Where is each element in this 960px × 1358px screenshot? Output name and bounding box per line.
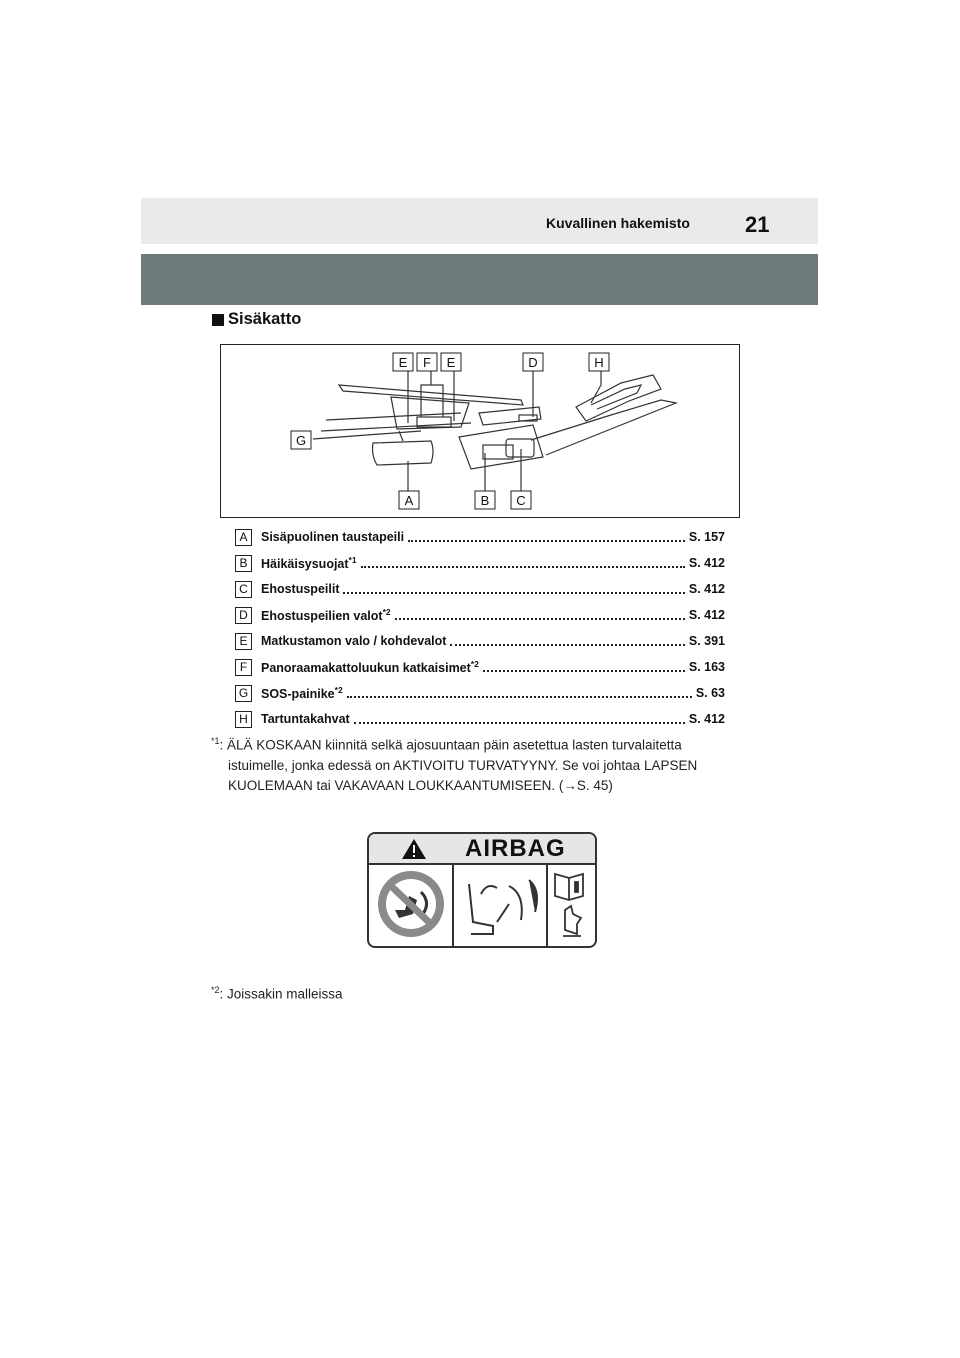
dot-leader bbox=[408, 540, 685, 542]
square-bullet-icon bbox=[212, 314, 224, 326]
index-row-e bbox=[235, 628, 725, 654]
item-page-ref[interactable]: S. 412 bbox=[688, 556, 725, 570]
item-label: Ehostuspeilit bbox=[261, 582, 340, 596]
item-label: Häikäisysuojat$^{*1}$ bbox=[261, 554, 357, 572]
index-row-b bbox=[235, 550, 725, 576]
visor-top bbox=[479, 407, 541, 425]
callout-d: D bbox=[528, 355, 538, 370]
item-page-ref[interactable]: S. 63 bbox=[695, 686, 725, 700]
index-row-h bbox=[235, 706, 725, 732]
letter-box: H bbox=[235, 711, 252, 728]
callout-b: B bbox=[480, 493, 490, 508]
dot-leader bbox=[343, 592, 684, 594]
no-child-seat-icon bbox=[378, 871, 444, 937]
index-row-f bbox=[235, 654, 725, 680]
section-heading bbox=[212, 310, 301, 329]
callout-f: F bbox=[423, 355, 431, 370]
roof-interior-illustration bbox=[221, 345, 739, 517]
footnote-marker: *2 bbox=[382, 606, 391, 617]
footnote-1 bbox=[211, 731, 741, 796]
item-label: Sisäpuolinen taustapeili bbox=[261, 530, 405, 544]
letter-box: G bbox=[235, 685, 252, 702]
footnote-1-line3: KUOLEMAAN tai VAKAVAAN LOUKKAANTUMISEEN. (→S. 45) bbox=[228, 777, 613, 793]
item-page-ref[interactable]: S. 412 bbox=[688, 582, 725, 596]
index-row-d bbox=[235, 602, 725, 628]
dot-leader bbox=[450, 644, 684, 646]
a-pillar bbox=[531, 400, 676, 455]
callout-e-left: E bbox=[398, 355, 408, 370]
index-row-a bbox=[235, 524, 725, 550]
letter-box: B bbox=[235, 555, 252, 572]
item-page-ref[interactable]: S. 157 bbox=[688, 530, 725, 544]
section-heading-text: Sisäkatto bbox=[228, 310, 302, 328]
letter-box: F bbox=[235, 659, 252, 676]
footnote-marker: *1 bbox=[348, 554, 357, 565]
footnote-1-line1: : ÄLÄ KOSKAAN kiinnitä selkä ajosuuntaan päin asetettua lasten turvalaitetta bbox=[219, 737, 682, 753]
callout-h: H bbox=[594, 355, 604, 370]
dot-leader bbox=[483, 670, 685, 672]
leader-f bbox=[421, 371, 443, 417]
index-list bbox=[235, 524, 725, 732]
leader-g bbox=[313, 431, 421, 439]
footnote-1-line2: istuimelle, jonka edessä on AKTIVOITU TURVATYYNY. Se voi johtaa LAPSEN bbox=[228, 757, 698, 773]
item-label: Tartuntakahvat bbox=[261, 712, 350, 726]
roof-edge bbox=[339, 385, 523, 405]
item-label: Matkustamon valo / kohdevalot bbox=[261, 634, 447, 648]
item-page-ref[interactable]: S. 391 bbox=[688, 634, 725, 648]
section-band bbox=[141, 254, 818, 305]
dot-leader bbox=[354, 722, 685, 724]
item-page-ref[interactable]: S. 412 bbox=[688, 712, 725, 726]
footnote-2-marker: *2 bbox=[211, 985, 220, 995]
item-page-ref[interactable]: S. 163 bbox=[688, 660, 725, 674]
header-title: Kuvallinen hakemisto bbox=[546, 215, 690, 231]
header-band bbox=[141, 198, 818, 244]
footnote-2 bbox=[211, 980, 343, 1005]
footnote-1-marker: *1 bbox=[211, 736, 220, 746]
vanity-mirror-c bbox=[506, 439, 534, 457]
item-label: SOS-painike$^{*2}$ bbox=[261, 684, 343, 702]
sun-visor bbox=[459, 425, 543, 469]
letter-box: C bbox=[235, 581, 252, 598]
callout-g: G bbox=[295, 433, 307, 448]
letter-box: E bbox=[235, 633, 252, 650]
seat-airbag-icon bbox=[469, 880, 537, 934]
footnote-2-text: : Joissakin malleissa bbox=[219, 986, 343, 1002]
dot-leader bbox=[347, 696, 692, 698]
callout-e-right: E bbox=[446, 355, 456, 370]
rear-view-mirror bbox=[373, 441, 434, 465]
letter-box: D bbox=[235, 607, 252, 624]
page-number: 21 bbox=[745, 212, 770, 237]
item-page-ref[interactable]: S. 412 bbox=[688, 608, 725, 622]
callout-c: C bbox=[516, 493, 526, 508]
item-label: Panoraamakattoluukun katkaisimet$^{*2}$ bbox=[261, 658, 479, 676]
dot-leader bbox=[395, 618, 685, 620]
item-label: Ehostuspeilien valot$^{*2}$ bbox=[261, 606, 391, 624]
callout-a: A bbox=[404, 493, 414, 508]
dot-leader bbox=[361, 566, 685, 568]
roof-interior-figure bbox=[220, 344, 740, 518]
index-row-c bbox=[235, 576, 725, 602]
read-manual-icon bbox=[555, 874, 583, 936]
footnote-marker: *2 bbox=[470, 658, 479, 669]
airbag-text: AIRBAG bbox=[465, 835, 566, 862]
footnote-marker: *2 bbox=[334, 684, 343, 695]
letter-box: A bbox=[235, 529, 252, 546]
airbag-warning-label bbox=[367, 832, 597, 948]
index-row-g bbox=[235, 680, 725, 706]
